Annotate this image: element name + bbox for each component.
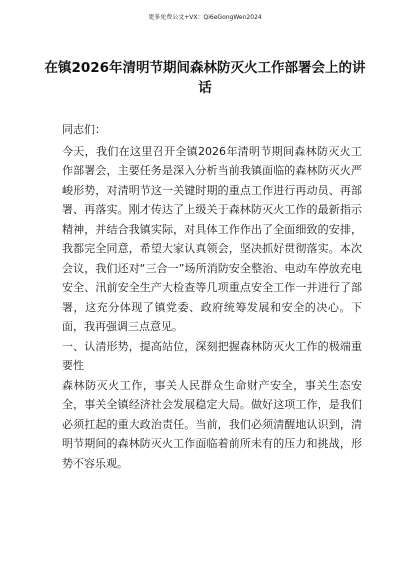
paragraph-opening: 今天，我们在这里召开全镇2026年清明节期间森林防灭火工作部署会，主要任务是深入分析当前我镇面临的森林防灭火严峻形势，对清明节这一关键时期的重点工作进行再动员、再部署、再落实。刚才传达了上级关于森林防灭火工作的最新指示精神，并结合我镇实际，对具体工作作出了全面细致的安排，我都完全同意，希望大家认真领会，坚决抓好贯彻落实。本次会议，我们还对“三合一”场所消防安全整治、电动车停放充电安全、汛前安全生产大检查等几项重点安全工作一并进行了部署，这充分体现了镇党委、政府统筹发展和安全的决心。下面，我再强调三点意见。 bbox=[62, 144, 362, 333]
document-title: 在镇2026年清明节期间森林防灭火工作部署会上的讲话 bbox=[44, 60, 366, 96]
header-note: 更多免费公文+VX：Qi6eGongWen2024 bbox=[148, 14, 262, 21]
section-heading-1: 一、认清形势，提高站位，深刻把握森林防灭火工作的极端重要性 bbox=[62, 339, 362, 372]
document-body bbox=[62, 120, 362, 473]
paragraph-section-1: 森林防灭火工作，事关人民群众生命财产安全，事关生态安全，事关全镇经济社会发展稳定大局。做好这项工作，是我们必须扛起的重大政治责任。当前，我们必须清醒地认识到，清明节期间的森林防灭火工作面临着前所未有的压力和挑战，形势不容乐观。 bbox=[62, 378, 362, 470]
salutation: 同志们： bbox=[62, 123, 106, 136]
